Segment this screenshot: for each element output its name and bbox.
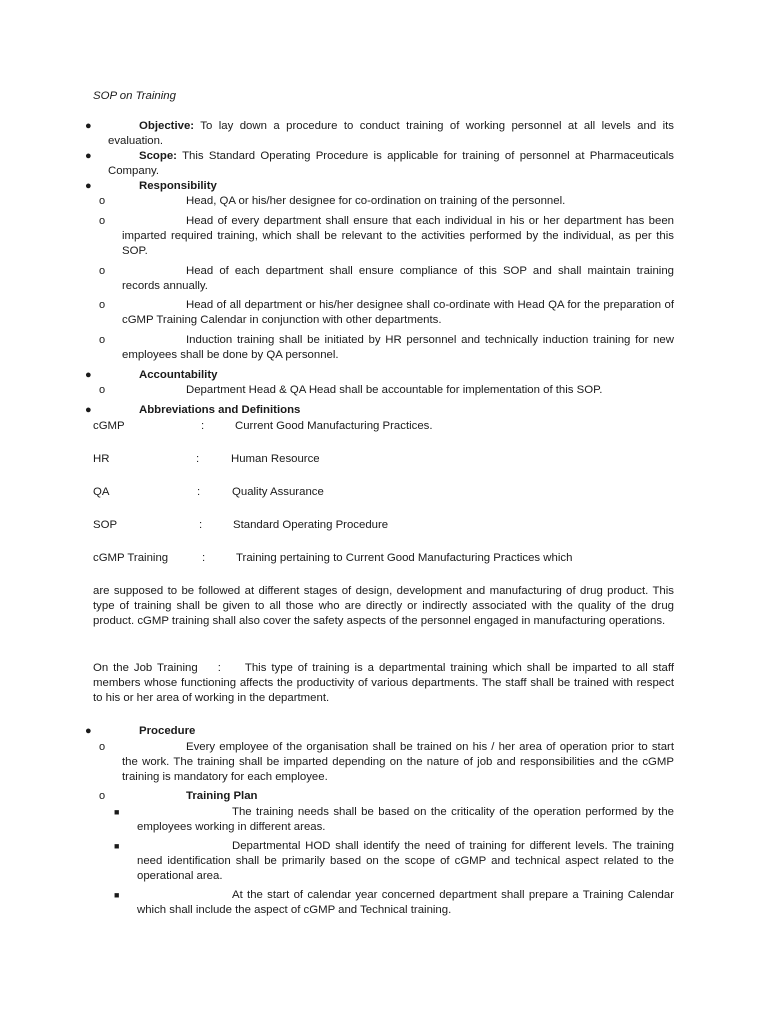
abbreviation-term: SOP (93, 519, 118, 531)
ojt-definition (93, 661, 674, 705)
ojt-term: On the Job Training (93, 662, 198, 674)
objective-text: Objective: To lay down a procedure to conduct training of working personnel at all levels and its evaluation. (108, 120, 674, 147)
cgmp-definition-continuation: are supposed to be followed at different stages of design, development and manufacturing of drug product. This type of training shall be given to all those who are directly or indirectly associated with the quality of the drug product. cGMP training shall also cover the safety aspects of the personnel engaged in manufacturing operations. (93, 585, 674, 627)
abbreviation-separator: : (201, 420, 205, 432)
square-marker: ■ (114, 807, 120, 817)
ojt-text: This type of training is a departmental training which shall be imparted to all staff members whose functioning affects the productivity of various departments. The staff shall be trained with respect to his or her area of working in the department. (93, 662, 674, 704)
document-title: SOP on Training (93, 90, 176, 102)
circle-marker: o (99, 265, 106, 277)
abbreviation-separator: : (199, 519, 203, 531)
abbreviation-definition: Standard Operating Procedure (233, 519, 389, 531)
circle-marker: o (99, 790, 106, 802)
procedure-heading: Procedure (139, 725, 196, 737)
abbreviation-definition: Training pertaining to Current Good Manufacturing Practices which (236, 552, 573, 564)
bullet-marker: ● (85, 404, 92, 416)
scope-text: Scope: This Standard Operating Procedure is applicable for training of personnel at Pharmaceuticals Company. (108, 150, 674, 177)
circle-marker: o (99, 299, 106, 311)
abbreviation-separator: : (197, 486, 201, 498)
responsibility-heading: Responsibility (139, 180, 217, 192)
circle-marker: o (99, 215, 106, 227)
abbreviation-term: HR (93, 453, 110, 465)
abbreviation-separator: : (202, 552, 206, 564)
abbreviation-definition: Current Good Manufacturing Practices. (235, 420, 433, 432)
circle-marker: o (99, 384, 106, 396)
abbreviation-term: cGMP (93, 420, 125, 432)
circle-marker: o (99, 741, 106, 753)
abbreviations-heading: Abbreviations and Definitions (139, 404, 301, 416)
bullet-marker: ● (85, 369, 92, 381)
bullet-marker: ● (85, 120, 92, 132)
scope-label: Scope: (139, 150, 177, 162)
accountability-heading: Accountability (139, 369, 218, 381)
document-page: SOP on Training ● Objective: To lay down a procedure to conduct training of working personnel at all levels and its evaluation. ● Scope: This Standard Operating Procedure is applicable for training of personnel at Pharmaceuticals Company. ● Responsibility o Head, QA or his/her designee for co-ordination on training of the personnel. o Head of every department shall ensure that each individual in his or her department has been imparted required training, which shall be relevant to the activities performed by the individual, as per this SOP. o Head of each department shall ensure compliance of this SOP and shall maintain training records annually. o Head of all department or his/her designee shall co-ordinate with Head QA for the preparation of cGMP Training Calendar in conjunction with other departments. o Induction training shall be initiated by HR personnel and technically induction training for new employees shall be done by QA personnel. ● Accountability o Department Head & QA Head shall be accountable for implementation of this SOP. ● Abbreviations and Definitions cGMP : Current Good Manufacturing Practices. HR : Human Resource QA : Quality Assurance SOP : Standard Operating Procedure cGMP Training : Training pertaining to Current Good Manufacturing Practices which are supposed to be followed at different stages of design, development and manufacturing of drug product. This type of training shall be given to all those who are directly or indirectly associated with the quality of the drug product. cGMP training shall also cover the safety aspects of the personnel engaged in manufacturing operations. On the Job Training : This type of training is a departmental training which shall be imparted to all staff members whose functioning affects the productivity of various departments. The staff shall be trained with respect to his or her area of working in the department. ● Procedure o Every employee of the organisation shall be trained on his / her area of operation prior to start the work. The training shall be imparted depending on the nature of job and responsibilities and the cGMP training is mandatory for each employee. o Training Plan ■ The training needs shall be based on the criticality of the operation performed by the employees working in different areas. ■ Departmental HOD shall identify the need of training for different levels. The training need identification shall be primarily based on the scope of cGMP and technical aspect related to the operational area. ■ At the start of calendar year concerned department shall prepare a Training Calendar which shall include the aspect of cGMP and Technical training. (85, 90, 674, 916)
bullet-marker: ● (85, 150, 92, 162)
ojt-separator: : (217, 662, 221, 674)
circle-marker: o (99, 195, 106, 207)
square-marker: ■ (114, 890, 120, 900)
bullet-marker: ● (85, 180, 92, 192)
abbreviation-definition: Quality Assurance (232, 486, 324, 498)
square-marker: ■ (114, 841, 120, 851)
abbreviation-term: QA (93, 486, 110, 498)
abbreviation-definition: Human Resource (231, 453, 320, 465)
bullet-marker: ● (85, 725, 92, 737)
abbreviation-separator: : (196, 453, 200, 465)
abbreviation-term: cGMP Training (93, 552, 169, 564)
circle-marker: o (99, 334, 106, 346)
training-plan-heading: Training Plan (186, 790, 258, 802)
objective-label: Objective: (139, 120, 195, 132)
